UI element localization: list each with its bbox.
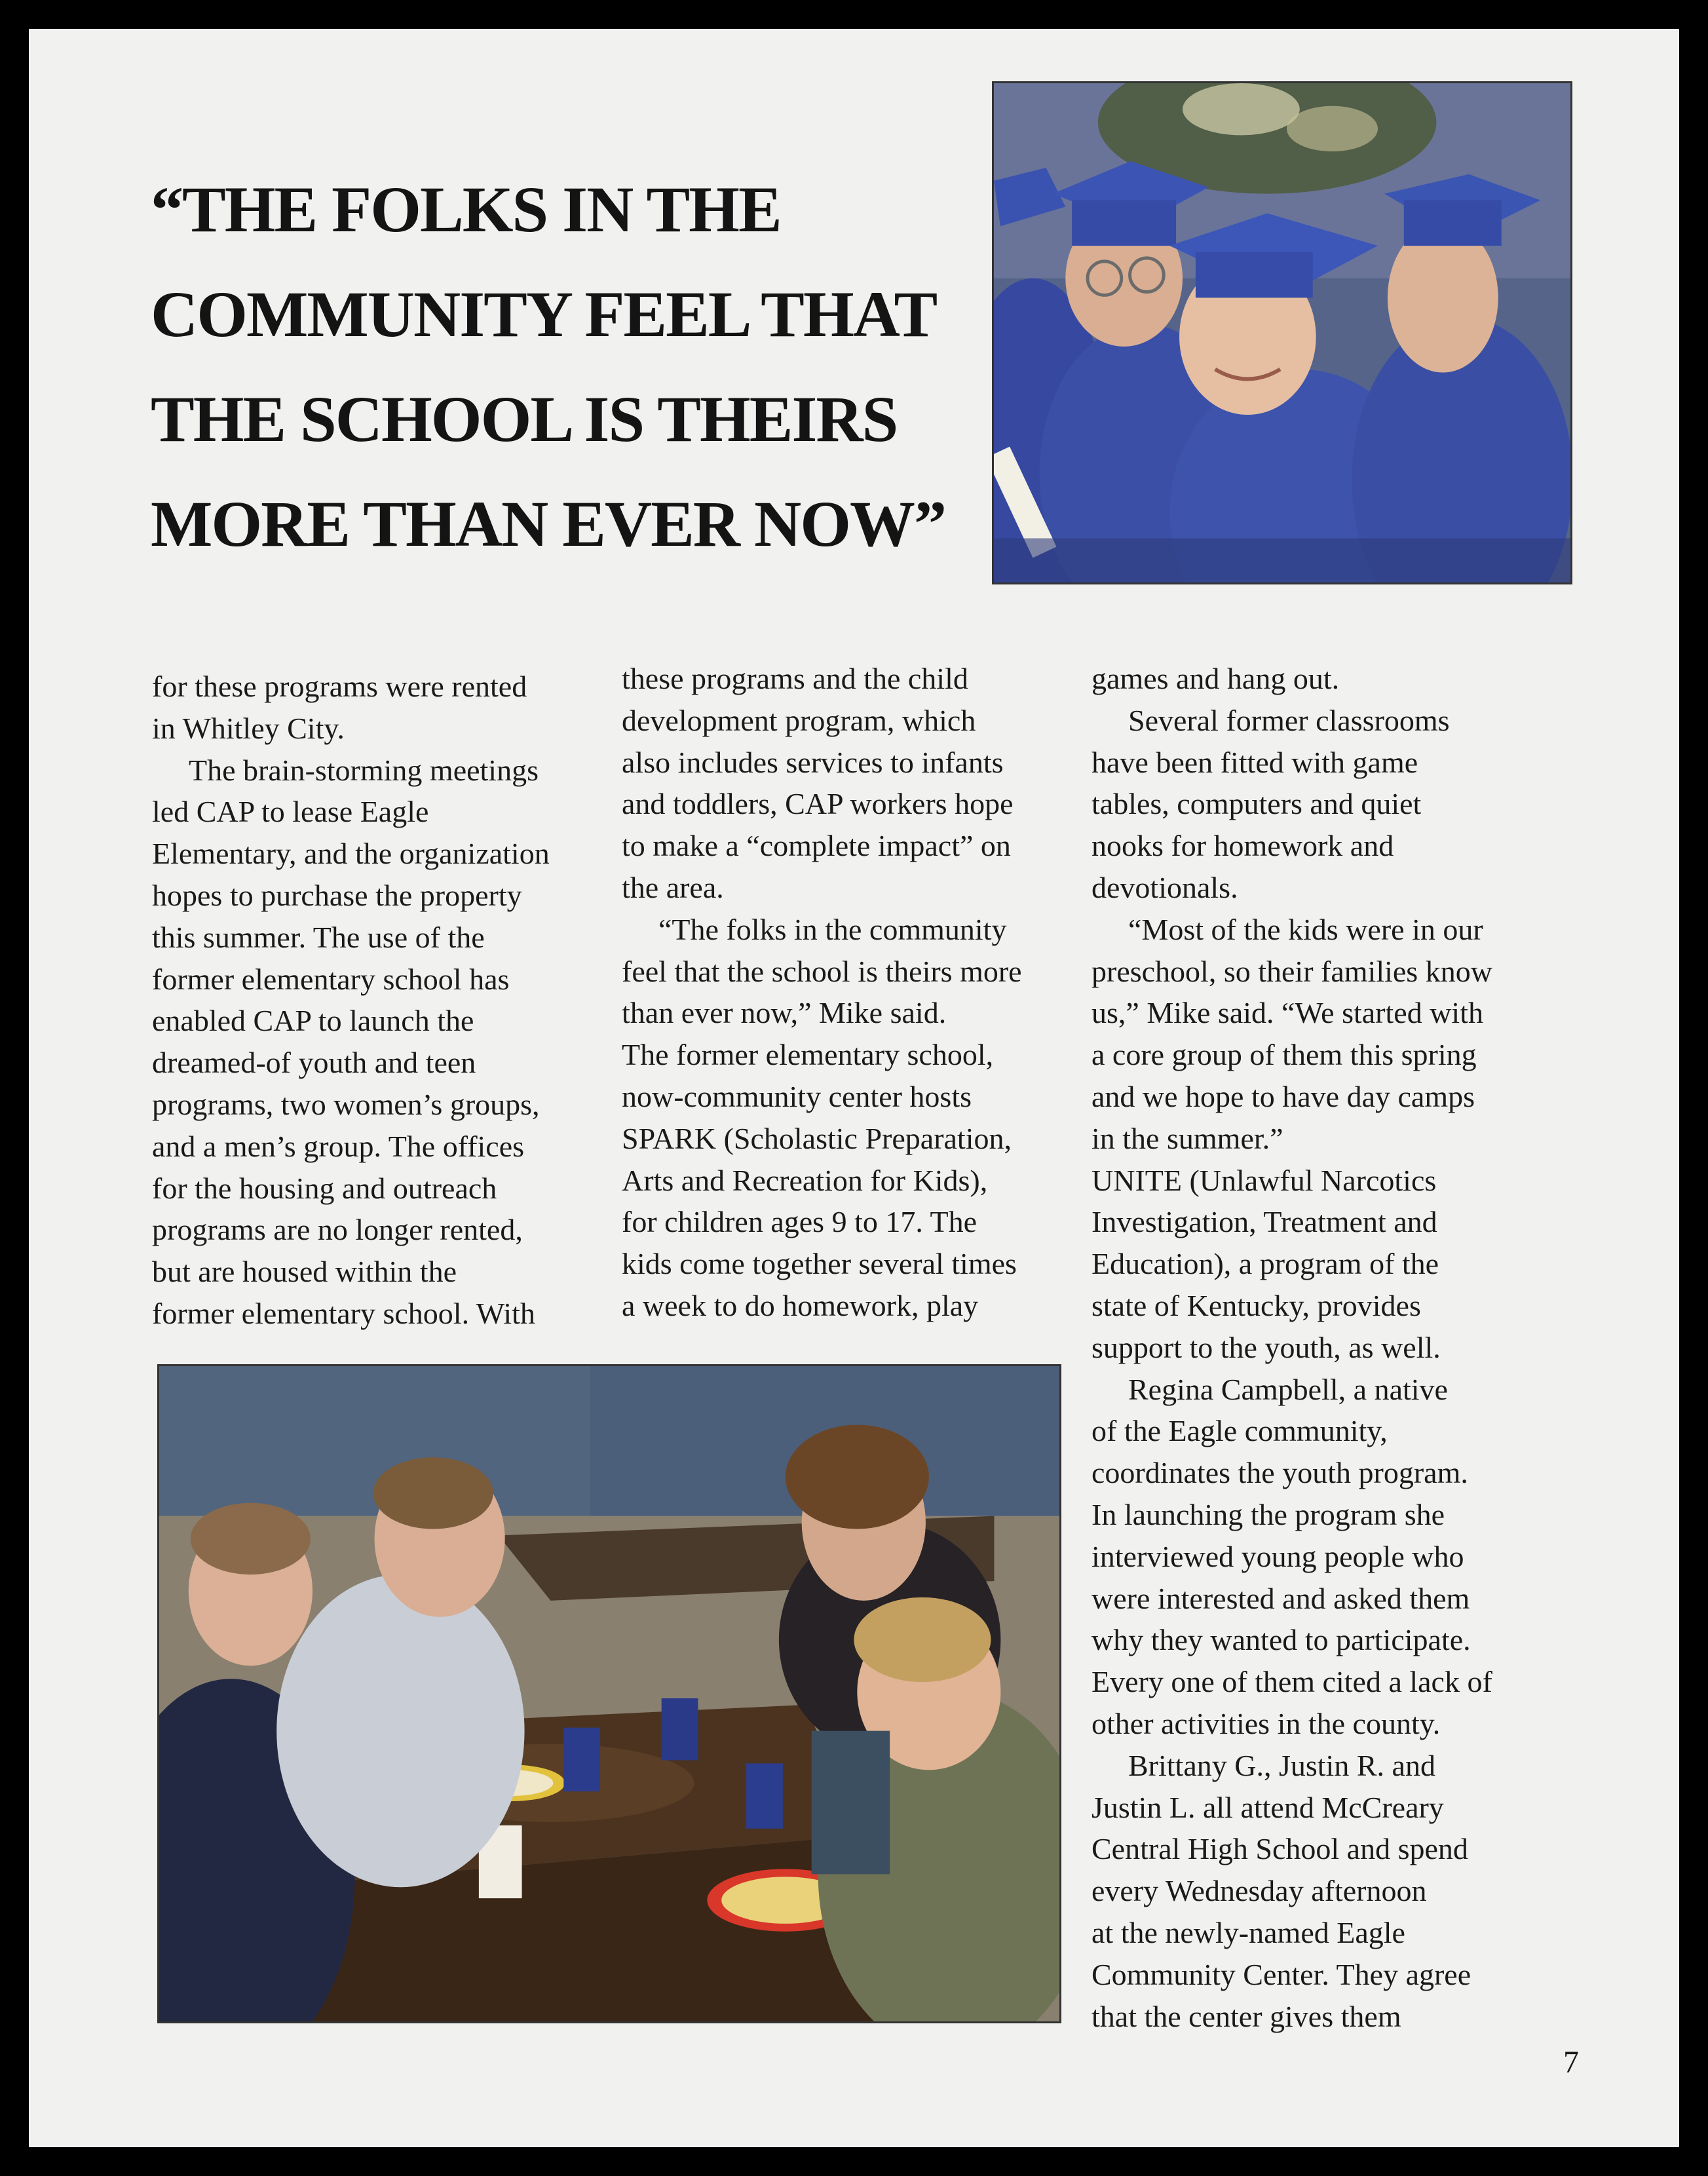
magazine-page: [29, 29, 1679, 2147]
page-number: 7: [1563, 2045, 1579, 2080]
body-line: tables, computers and quiet: [1091, 787, 1422, 821]
article-column-3: [1091, 658, 1576, 2037]
body-line: also includes services to infants: [622, 745, 1004, 779]
body-line: these programs and the child: [622, 662, 968, 695]
body-line: Arts and Recreation for Kids),: [622, 1163, 988, 1197]
body-line: this summer. The use of the: [152, 920, 485, 954]
body-line: former elementary school. With: [152, 1296, 535, 1330]
body-line: of the Eagle community,: [1091, 1414, 1388, 1448]
body-line: other activities in the county.: [1091, 1706, 1441, 1740]
body-line: have been fitted with game: [1091, 745, 1418, 779]
body-line: games and hang out.: [1091, 662, 1340, 695]
article-column-2: [622, 658, 1107, 1327]
body-line: kids come together several times: [622, 1247, 1017, 1281]
body-line: coordinates the youth program.: [1091, 1456, 1468, 1490]
body-line: and we hope to have day camps: [1091, 1079, 1475, 1113]
body-line: The brain-storming meetings: [189, 753, 539, 787]
body-line: a week to do homework, play: [622, 1288, 979, 1322]
body-line: Regina Campbell, a native: [1128, 1372, 1448, 1406]
body-line: were interested and asked them: [1091, 1581, 1470, 1615]
body-line: Elementary, and the organization: [152, 837, 550, 871]
body-line: to make a “complete impact” on: [622, 829, 1011, 863]
body-line: in the summer.”: [1091, 1121, 1283, 1155]
body-line: for the housing and outreach: [152, 1171, 497, 1205]
body-line: Investigation, Treatment and: [1091, 1205, 1437, 1239]
body-line: us,” Mike said. “We started with: [1091, 996, 1483, 1030]
graduation-photo: [992, 81, 1572, 584]
body-line: Justin L. all attend McCreary: [1091, 1790, 1444, 1824]
body-line: Community Center. They agree: [1091, 1957, 1471, 1991]
pull-quote-headline: [151, 157, 1009, 577]
body-line: why they wanted to participate.: [1091, 1623, 1471, 1657]
body-line: now-community center hosts: [622, 1079, 972, 1113]
body-line: than ever now,” Mike said.: [622, 996, 947, 1030]
body-line: Several former classrooms: [1128, 703, 1450, 737]
body-line: every Wednesday afternoon: [1091, 1874, 1427, 1908]
body-line: In launching the program she: [1091, 1497, 1445, 1531]
body-line: feel that the school is theirs more: [622, 954, 1022, 988]
body-line: dreamed-of youth and teen: [152, 1046, 476, 1080]
body-line: UNITE (Unlawful Narcotics: [1091, 1163, 1437, 1197]
body-line: devotionals.: [1091, 870, 1238, 904]
body-line: “Most of the kids were in our: [1128, 912, 1483, 946]
article-column-1: [152, 666, 637, 1335]
body-line: Every one of them cited a lack of: [1091, 1665, 1492, 1699]
pull-quote-line: “THE FOLKS IN THE: [151, 173, 781, 246]
body-line: that the center gives them: [1091, 1999, 1401, 2033]
body-line: The former elementary school,: [622, 1038, 994, 1072]
body-line: programs are no longer rented,: [152, 1213, 523, 1247]
body-line: support to the youth, as well.: [1091, 1330, 1441, 1364]
body-line: Central High School and spend: [1091, 1832, 1468, 1866]
cafeteria-photo: [157, 1364, 1061, 2023]
body-line: interviewed young people who: [1091, 1539, 1464, 1573]
body-line: but are housed within the: [152, 1255, 457, 1289]
body-line: and a men’s group. The offices: [152, 1129, 525, 1163]
body-line: programs, two women’s groups,: [152, 1087, 540, 1121]
body-line: the area.: [622, 870, 724, 904]
body-line: state of Kentucky, provides: [1091, 1288, 1421, 1322]
body-line: hopes to purchase the property: [152, 878, 522, 912]
pull-quote-line: THE SCHOOL IS THEIRS: [151, 383, 898, 455]
body-line: preschool, so their families know: [1091, 954, 1492, 988]
body-line: Education), a program of the: [1091, 1247, 1439, 1281]
body-line: former elementary school has: [152, 962, 510, 996]
body-line: led CAP to lease Eagle: [152, 795, 429, 829]
body-line: and toddlers, CAP workers hope: [622, 787, 1014, 821]
body-line: development program, which: [622, 703, 976, 737]
body-line: enabled CAP to launch the: [152, 1004, 474, 1038]
pull-quote-line: COMMUNITY FEEL THAT: [151, 278, 937, 351]
graduation-photo-illustration: [994, 83, 1570, 582]
body-line: “The folks in the community: [658, 912, 1007, 946]
body-line: at the newly-named Eagle: [1091, 1915, 1405, 1949]
body-line: in Whitley City.: [152, 711, 345, 745]
body-line: for these programs were rented: [152, 670, 527, 703]
body-line: a core group of them this spring: [1091, 1038, 1477, 1072]
body-line: Brittany G., Justin R. and: [1128, 1748, 1435, 1782]
body-line: for children ages 9 to 17. The: [622, 1205, 977, 1239]
cafeteria-photo-illustration: [159, 1366, 1059, 2021]
body-line: nooks for homework and: [1091, 829, 1394, 863]
body-line: SPARK (Scholastic Preparation,: [622, 1121, 1012, 1155]
pull-quote-line: MORE THAN EVER NOW”: [151, 487, 946, 560]
